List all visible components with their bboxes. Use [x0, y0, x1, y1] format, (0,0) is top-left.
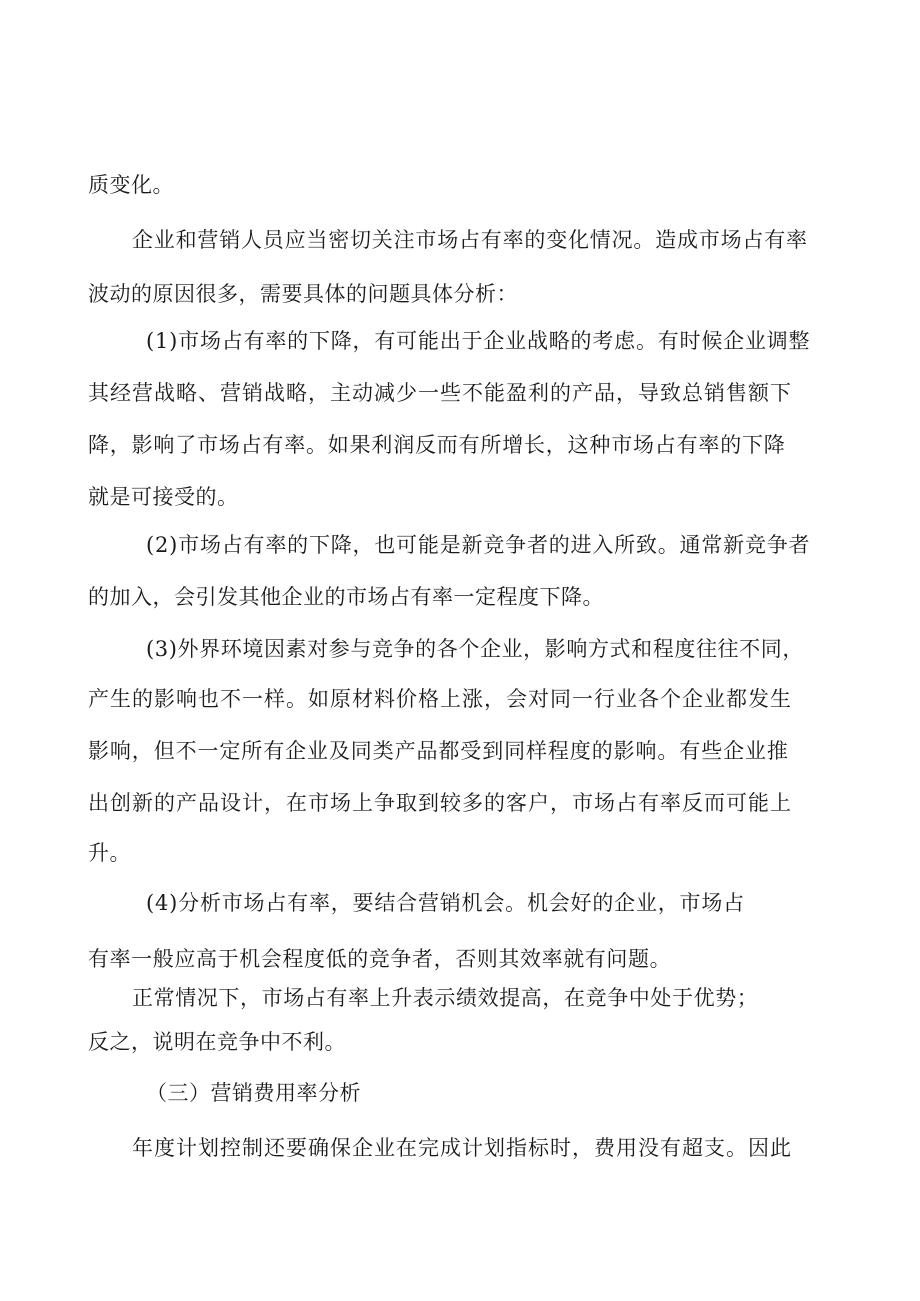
text-line: (4)分析市场占有率，要结合营销机会。机会好的企业，市场占	[146, 891, 745, 915]
text-line: 质变化。	[88, 173, 174, 197]
text-line: 反之，说明在竞争中不利。	[88, 1030, 346, 1054]
text-line: 年度计划控制还要确保企业在完成计划指标时，费用没有超支。因此	[132, 1136, 792, 1160]
text-line: 影响，但不一定所有企业及同类产品都受到同样程度的影响。有些企业推	[88, 739, 789, 763]
text-line: 出创新的产品设计，在市场上争取到较多的客户，市场占有率反而可能上	[88, 791, 792, 815]
text-line: 的加入，会引发其他企业的市场占有率一定程度下降。	[88, 585, 604, 609]
text-line: 正常情况下，市场占有率上升表示绩效提高，在竞争中处于优势；	[132, 986, 759, 1010]
text-line: (3)外界环境因素对参与竞争的各个企业，影响方式和程度往往不同，	[146, 637, 804, 661]
text-line: 升。	[88, 841, 131, 865]
text-line: 就是可接受的。	[88, 485, 239, 509]
text-line: (2)市场占有率的下降，也可能是新竞争者的进入所致。通常新竞争者	[146, 533, 811, 557]
text-line: 有率一般应高于机会程度低的竞争者，否则其效率就有问题。	[88, 947, 672, 971]
text-line: 企业和营销人员应当密切关注市场占有率的变化情况。造成市场占有率	[132, 228, 808, 252]
text-line: 降，影响了市场占有率。如果利润反而有所增长，这种市场占有率的下降	[88, 433, 786, 457]
text-line: 产生的影响也不一样。如原材料价格上涨，会对同一行业各个企业都发生	[88, 687, 792, 711]
text-line: 其经营战略、营销战略，主动减少一些不能盈利的产品，导致总销售额下	[88, 381, 792, 405]
text-line: (1)市场占有率的下降，有可能出于企业战略的考虑。有时候企业调整	[146, 329, 811, 353]
text-line: 波动的原因很多，需要具体的问题具体分析：	[88, 282, 518, 306]
section-heading: （三）营销费用率分析	[146, 1081, 361, 1105]
